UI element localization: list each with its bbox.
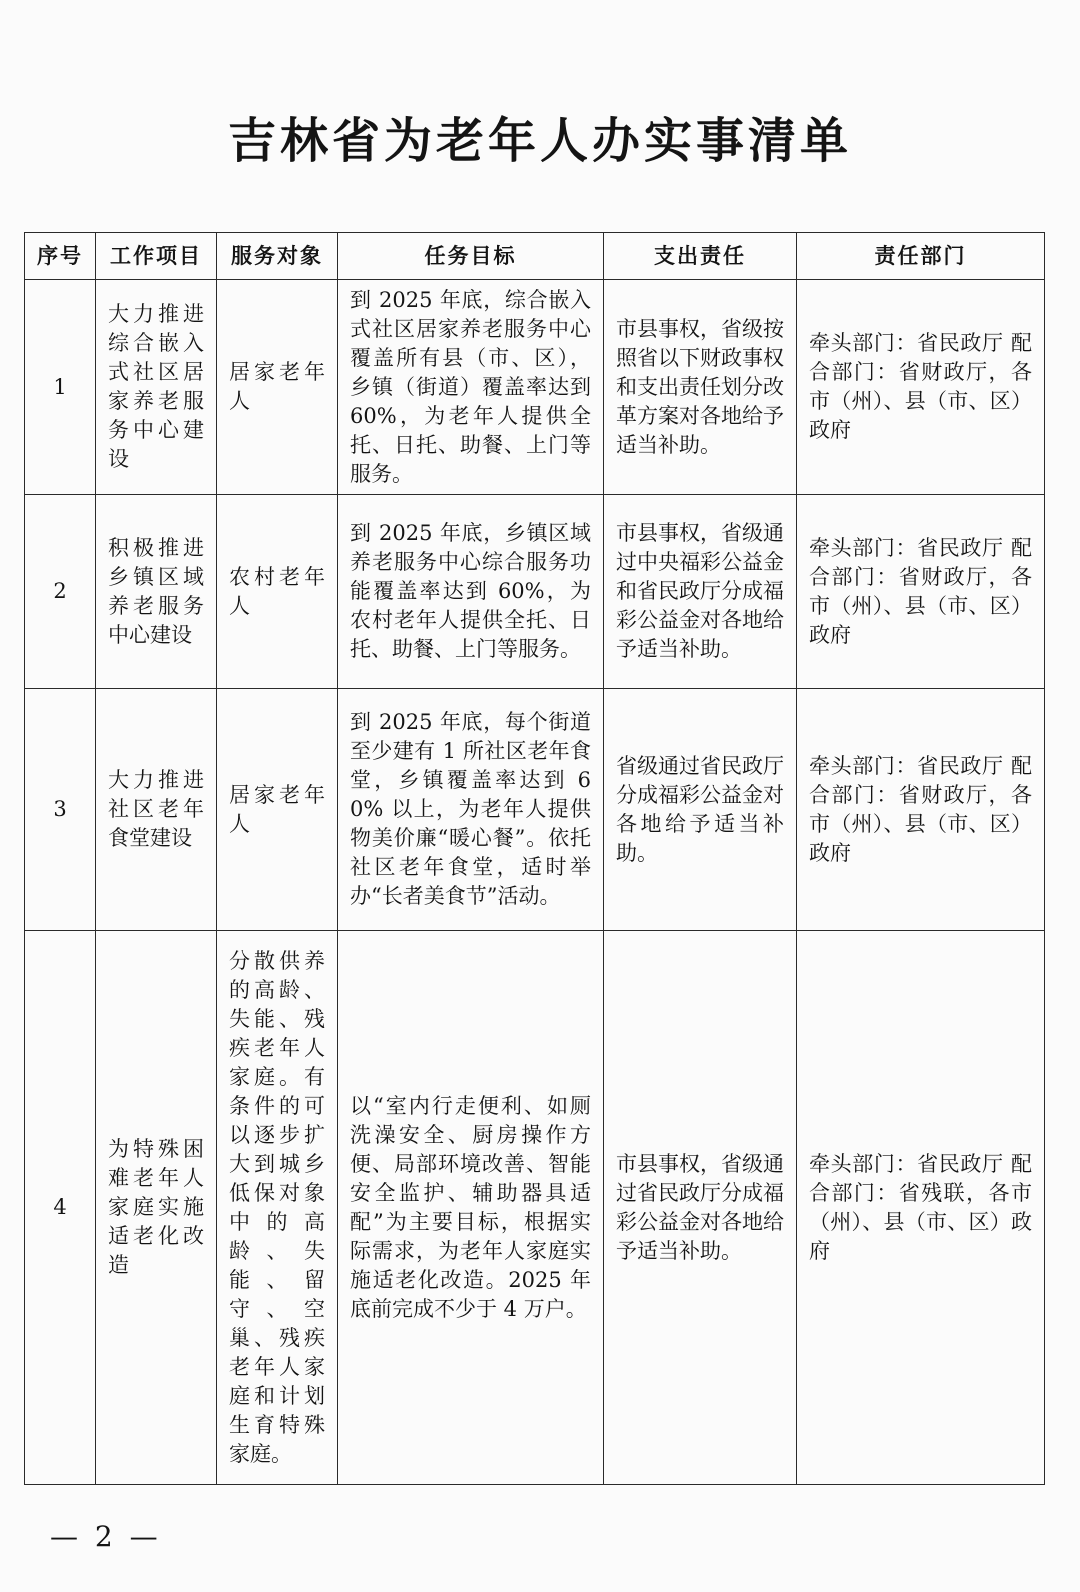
row-project: 大力推进综合嵌入式社区居家养老服务中心建设 xyxy=(96,280,217,495)
row-dept: 牵头部门：省民政厅 配合部门：省残联，各市（州）、县（市、区）政府 xyxy=(797,931,1045,1485)
table-row xyxy=(25,689,1045,931)
row-target: 居家老年人 xyxy=(217,689,338,931)
row-project: 积极推进乡镇区域养老服务中心建设 xyxy=(96,495,217,689)
row-goal: 到 2025 年底，综合嵌入式社区居家养老服务中心覆盖所有县（市、区），乡镇（街道）覆盖率达到 60%，为老年人提供全托、日托、助餐、上门等服务。 xyxy=(338,280,604,495)
table-header-row xyxy=(25,233,1045,280)
row-goal: 以“室内行走便利、如厕洗澡安全、厨房操作方便、局部环境改善、智能安全监护、辅助器具适配”为主要目标，根据实际需求，为老年人家庭实施适老化改造。2025 年底前完成不少于 4 万户。 xyxy=(338,931,604,1485)
table-row xyxy=(25,931,1045,1485)
header-seq: 序号 xyxy=(25,233,96,280)
header-target: 服务对象 xyxy=(217,233,338,280)
page-title: 吉林省为老年人办实事清单 xyxy=(227,113,852,169)
header-project: 工作项目 xyxy=(96,233,217,280)
table-row xyxy=(25,280,1045,495)
row-dept: 牵头部门：省民政厅 配合部门：省财政厅，各市（州）、县（市、区）政府 xyxy=(797,280,1045,495)
row-seq: 2 xyxy=(25,495,96,689)
row-project: 为特殊困难老年人家庭实施适老化改造 xyxy=(96,931,217,1485)
page-number: — 2 — xyxy=(50,1520,162,1553)
row-seq: 3 xyxy=(25,689,96,931)
row-funding: 市县事权，省级按照省以下财政事权和支出责任划分改革方案对各地给予适当补助。 xyxy=(604,280,797,495)
row-dept: 牵头部门：省民政厅 配合部门：省财政厅，各市（州）、县（市、区）政府 xyxy=(797,689,1045,931)
row-funding: 市县事权，省级通过省民政厅分成福彩公益金对各地给予适当补助。 xyxy=(604,931,797,1485)
row-goal: 到 2025 年底，每个街道至少建有 1 所社区老年食堂，乡镇覆盖率达到 60% 以上，为老年人提供物美价廉“暖心餐”。依托社区老年食堂，适时举办“长者美食节”活动。 xyxy=(338,689,604,931)
row-funding: 省级通过省民政厅分成福彩公益金对各地给予适当补助。 xyxy=(604,689,797,931)
task-table xyxy=(24,232,1045,1485)
header-goal: 任务目标 xyxy=(338,233,604,280)
row-seq: 4 xyxy=(25,931,96,1485)
header-dept: 责任部门 xyxy=(797,233,1045,280)
row-goal: 到 2025 年底，乡镇区域养老服务中心综合服务功能覆盖率达到 60%，为农村老年人提供全托、日托、助餐、上门等服务。 xyxy=(338,495,604,689)
header-funding: 支出责任 xyxy=(604,233,797,280)
table-row xyxy=(25,495,1045,689)
row-target: 分散供养的高龄、失能、残疾老年人家庭。有条件的可以逐步扩大到城乡低保对象中的高龄、失能、留守、空巢、残疾老年人家庭和计划生育特殊家庭。 xyxy=(217,931,338,1485)
row-project: 大力推进社区老年食堂建设 xyxy=(96,689,217,931)
row-funding: 市县事权，省级通过中央福彩公益金和省民政厅分成福彩公益金对各地给予适当补助。 xyxy=(604,495,797,689)
row-seq: 1 xyxy=(25,280,96,495)
row-target: 居家老年人 xyxy=(217,280,338,495)
row-target: 农村老年人 xyxy=(217,495,338,689)
row-dept: 牵头部门：省民政厅 配合部门：省财政厅，各市（州）、县（市、区）政府 xyxy=(797,495,1045,689)
